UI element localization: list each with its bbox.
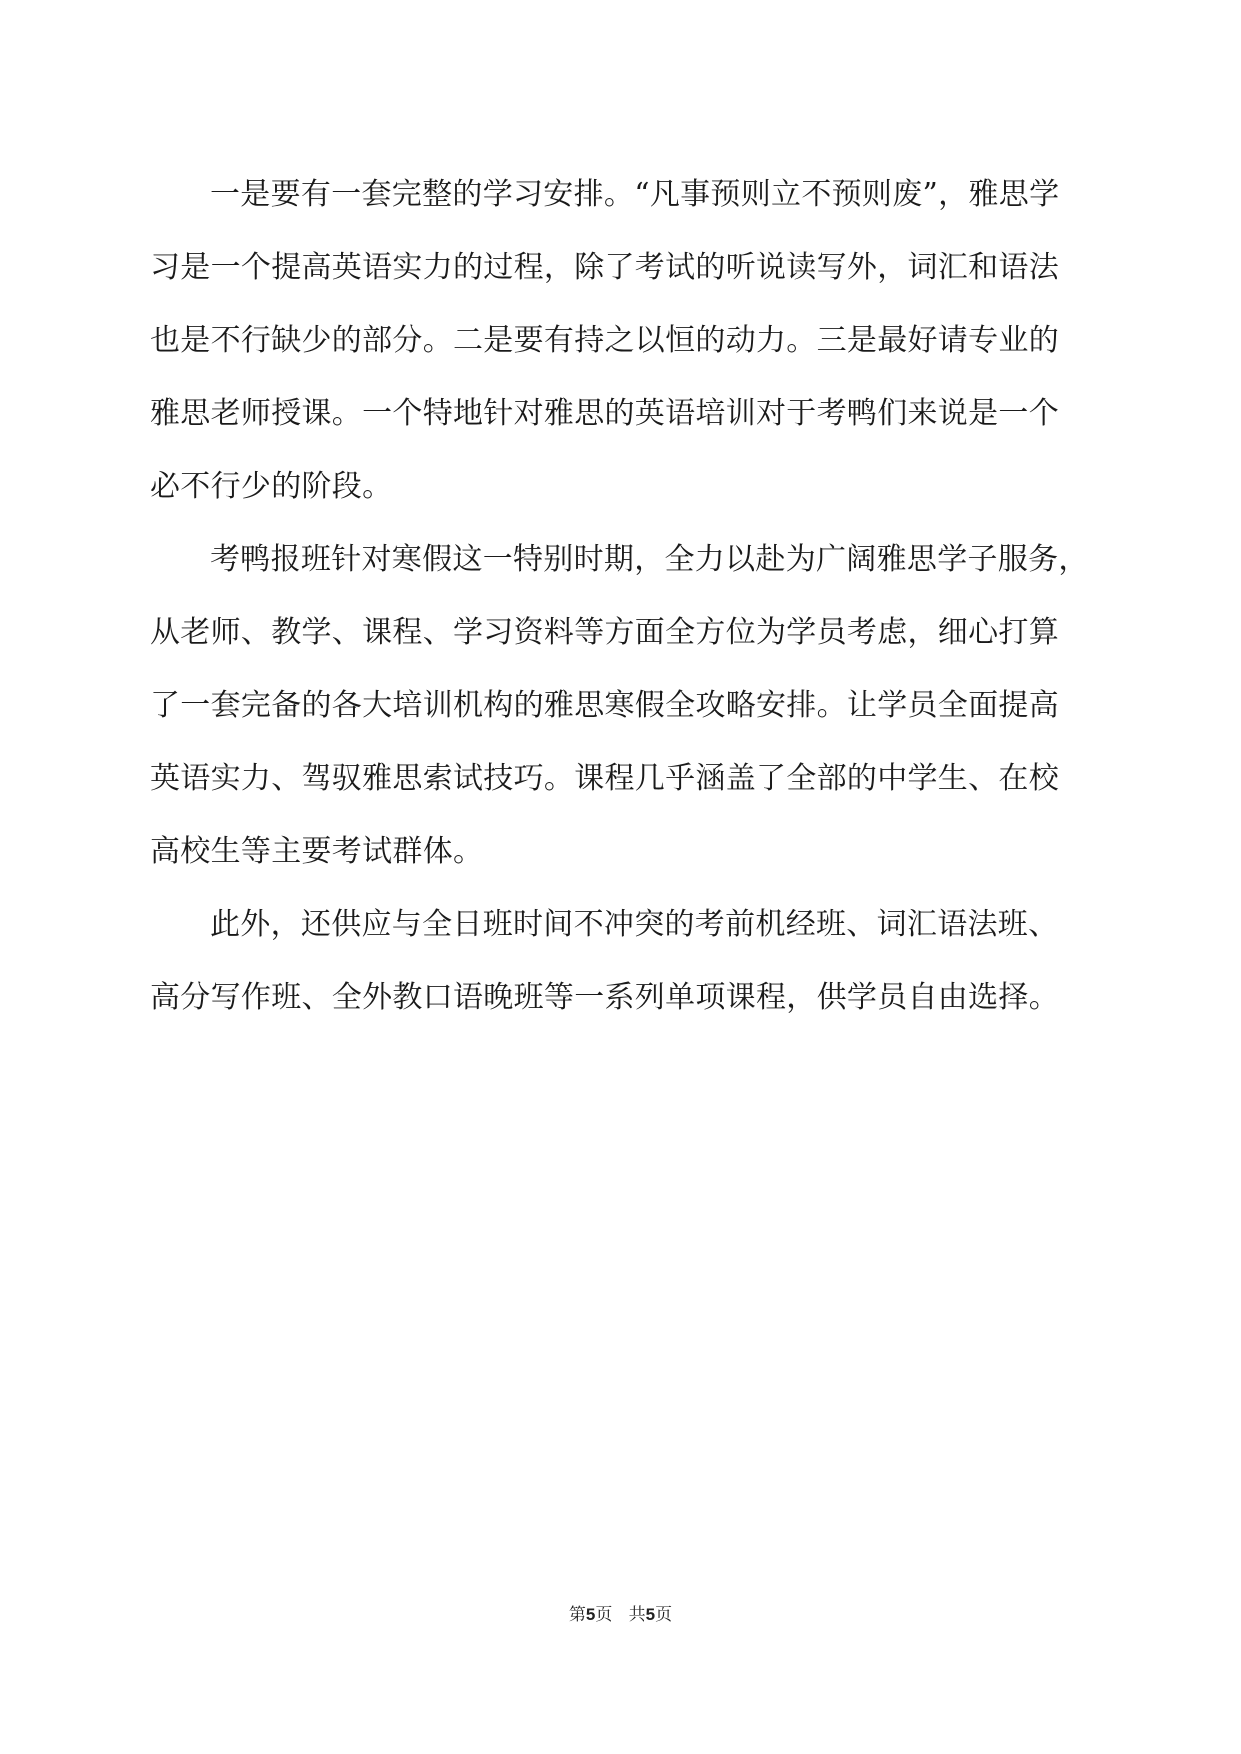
- text-line: 高校生等主要考试群体。: [150, 834, 484, 869]
- footer-total-prefix: 共: [628, 1605, 646, 1625]
- text-line: 英语实力、驾驭雅思索试技巧。课程几乎涵盖了全部的中学生、在校: [150, 761, 1059, 796]
- footer-prefix: 第: [568, 1605, 586, 1625]
- text-line: 此外，还供应与全日班时间不冲突的考前机经班、词汇语法班、: [210, 907, 1059, 942]
- page-footer: [0, 1603, 1241, 1627]
- text-line: 考鸭报班针对寒假这一特别时期，全力以赴为广阔雅思学子服务，: [210, 542, 1089, 577]
- text-line: 一是要有一套完整的学习安排。“凡事预则立不预则废”，雅思学: [210, 177, 1060, 212]
- text-line: 高分写作班、全外教口语晚班等一系列单项课程，供学员自由选择。: [150, 980, 1059, 1015]
- text-line: 也是不行缺少的部分。二是要有持之以恒的动力。三是最好请专业的: [150, 323, 1059, 358]
- footer-page-number: 5: [585, 1605, 596, 1624]
- text-line: 雅思老师授课。一个特地针对雅思的英语培训对于考鸭们来说是一个: [150, 396, 1059, 431]
- footer-total-pages: 5: [645, 1605, 656, 1624]
- text-line: 了一套完备的各大培训机构的雅思寒假全攻略安排。让学员全面提高: [150, 688, 1059, 723]
- document-body: [150, 158, 1090, 1034]
- footer-page-suffix: 页: [595, 1605, 613, 1625]
- text-line: 从老师、教学、课程、学习资料等方面全方位为学员考虑，细心打算: [150, 615, 1059, 650]
- text-line: 习是一个提高英语实力的过程，除了考试的听说读写外，词汇和语法: [150, 250, 1059, 285]
- text-line: 必不行少的阶段。: [150, 469, 393, 504]
- footer-total-suffix: 页: [655, 1605, 673, 1625]
